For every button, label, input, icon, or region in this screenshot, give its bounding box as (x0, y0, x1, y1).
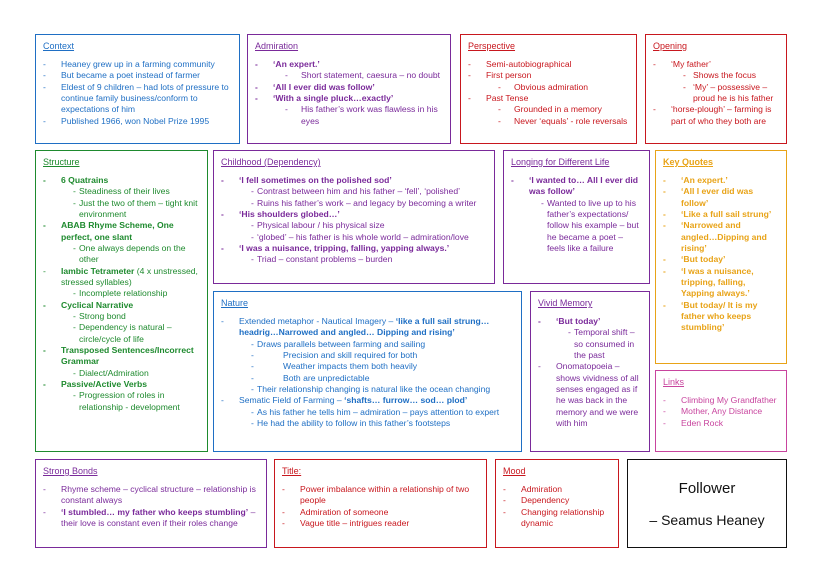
nature-note: - Their relationship changing is natural like the ocean changing (221, 384, 514, 395)
nature-item (221, 316, 514, 339)
key-quote: - ‘But today/ It is my father who keeps stumbling’ (663, 300, 779, 334)
mood-item: - Changing relationship dynamic (503, 507, 611, 530)
admiration-box (247, 34, 451, 144)
structure-note: - Steadiness of their lives (43, 186, 200, 197)
vivid-quote: - ‘But today’ (538, 316, 642, 327)
nature-text: Extended metaphor - Nautical Imagery – (239, 315, 396, 326)
nature-subnote (221, 373, 514, 384)
vivid-memory-heading: Vivid Memory (538, 298, 593, 308)
admiration-quote: - ‘All I ever did was follow’ (255, 82, 443, 93)
link-item: - Climbing My Grandfather (663, 395, 779, 406)
structure-note: - Progression of roles in relationship - development (43, 390, 200, 413)
mood-item: - Dependency (503, 495, 611, 506)
perspective-item: - Past Tense (468, 93, 629, 104)
longing-heading: Longing for Different Life (511, 157, 610, 167)
nature-text: Sematic Field of Farming – (239, 395, 345, 406)
perspective-heading: Perspective (468, 41, 516, 51)
structure-note: - Dependency is natural – circle/cycle of life (43, 322, 200, 345)
structure-term-detail: (4 x unstressed, stressed syllables) (61, 265, 198, 287)
opening-note: - ‘My’ – possessive – proud he is his father (653, 82, 779, 105)
childhood-note: - ‘globed’ – his father is his whole world – admiration/love (221, 232, 487, 243)
childhood-quote: - ‘I was a nuisance, tripping, falling, yapping always.’ (221, 243, 487, 254)
admiration-heading: Admiration (255, 41, 299, 51)
perspective-item: - First person (468, 70, 629, 81)
longing-quote: - ‘I wanted to… All I ever did was follow’ (511, 175, 642, 198)
key-quote: - ‘Narrowed and angled…Dipping and rising’ (663, 220, 779, 254)
longing-note: - Wanted to live up to his father’s expectations/ follow his example – but he became a poet – feels like a failure (511, 198, 642, 255)
title-analysis-item: - Power imbalance within a relationship of two people (282, 484, 479, 507)
structure-note: - Just the two of them – tight knit environment (43, 198, 200, 221)
structure-note: - Dialect/Admiration (43, 368, 200, 379)
structure-item: - 6 Quatrains (43, 175, 200, 186)
opening-note: - Shows the focus (653, 70, 779, 81)
key-quote: - ‘All I ever did was follow’ (663, 186, 779, 209)
structure-item: - Cyclical Narrative (43, 300, 200, 311)
key-quote: - ‘Like a full sail strung’ (663, 209, 779, 220)
childhood-quote: - ‘His shoulders globed…’ (221, 209, 487, 220)
strong-bonds-item (43, 507, 259, 530)
childhood-quote: - ‘I fell sometimes on the polished sod’ (221, 175, 487, 186)
structure-item: - ABAB Rhyme Scheme, One perfect, one slant (43, 220, 200, 243)
structure-item (43, 266, 200, 289)
nature-quote: ‘shafts… furrow… sod… plod’ (344, 395, 468, 406)
nature-note: - As his father he tells him – admiration – pays attention to expert (221, 407, 514, 418)
opening-heading: Opening (653, 41, 688, 51)
childhood-note: - Ruins his father’s work – and legacy by becoming a writer (221, 198, 487, 209)
key-quotes-box (655, 150, 787, 364)
childhood-note: - Physical labour / his physical size (221, 220, 487, 231)
context-item: - Published 1966, won Nobel Prize 1995 (43, 116, 232, 127)
structure-heading: Structure (43, 157, 80, 167)
opening-item: - ‘horse-plough’ – farming is part of who they both are (653, 104, 779, 127)
vivid-item: - Onomatopoeia – shows vividness of all senses engaged as if he was back in the memory and we were with him (538, 361, 642, 429)
admiration-note: - His father’s work was flawless in his eyes (255, 104, 443, 127)
mood-heading: Mood (503, 466, 526, 476)
admiration-quote: - ‘With a single pluck…exactly’ (255, 93, 443, 104)
vivid-memory-box (530, 291, 650, 452)
opening-item: - ‘My father’ (653, 59, 779, 70)
admiration-quote: - ‘An expert.’ (255, 59, 443, 70)
nature-subnote-text: Both are unpredictable (283, 372, 370, 383)
key-quote: - ‘I was a nuisance, tripping, falling, Yapping always.’ (663, 266, 779, 300)
structure-item: - Passive/Active Verbs (43, 379, 200, 390)
structure-item: - Transposed Sentences/Incorrect Grammar (43, 345, 200, 368)
structure-note: - Strong bond (43, 311, 200, 322)
structure-note: - Incomplete relationship (43, 288, 200, 299)
nature-subnote (221, 350, 514, 361)
childhood-box (213, 150, 495, 284)
nature-heading: Nature (221, 298, 249, 308)
strong-bonds-quote: ‘I stumbled… my father who keeps stumbling’ (61, 506, 249, 517)
links-heading: Links (663, 377, 685, 387)
strong-bonds-item: - Rhyme scheme – cyclical structure – relationship is constant always (43, 484, 259, 507)
link-item: - Mother, Any Distance (663, 406, 779, 417)
poem-author: – Seamus Heaney (649, 511, 765, 528)
context-item: - Heaney grew up in a farming community (43, 59, 232, 70)
title-analysis-box (274, 459, 487, 548)
context-item: - Eldest of 9 children – had lots of pressure to continue family business/conform to expectations of him (43, 82, 232, 116)
nature-note: - He had the ability to follow in this father’s footsteps (221, 418, 514, 429)
perspective-note: - Never ‘equals’ - role reversals (468, 116, 629, 127)
nature-item (221, 395, 514, 406)
perspective-box (460, 34, 637, 144)
structure-note: - One always depends on the other (43, 243, 200, 266)
context-heading: Context (43, 41, 75, 51)
key-quote: - ‘An expert.’ (663, 175, 779, 186)
poem-title: Follower (678, 479, 736, 497)
nature-note: - Draws parallels between farming and sailing (221, 339, 514, 350)
admiration-note: - Short statement, caesura – no doubt (255, 70, 443, 81)
nature-quote: ‘like a full sail strung… headrig…Narrowed and angled… Dipping and rising’ (239, 315, 490, 338)
mood-box (495, 459, 619, 548)
title-analysis-item: - Vague title – intrigues reader (282, 518, 479, 529)
strong-bonds-text: – their love is constant even if their roles change (61, 506, 256, 528)
strong-bonds-heading: Strong Bonds (43, 466, 98, 476)
childhood-heading: Childhood (Dependency) (221, 157, 321, 167)
key-quotes-heading: Key Quotes (663, 157, 714, 167)
mood-item: - Admiration (503, 484, 611, 495)
perspective-item: - Semi-autobiographical (468, 59, 629, 70)
nature-subnote (221, 361, 514, 372)
nature-box (213, 291, 522, 452)
key-quote: - ‘But today’ (663, 254, 779, 265)
nature-subnote-text: Precision and skill required for both (283, 349, 418, 360)
structure-box (35, 150, 208, 452)
vivid-note: - Temporal shift – so consumed in the past (538, 327, 642, 361)
strong-bonds-box (35, 459, 267, 548)
opening-box (645, 34, 787, 144)
link-item: - Eden Rock (663, 418, 779, 429)
childhood-note: - Contrast between him and his father – ‘fell’, ‘polished’ (221, 186, 487, 197)
links-box (655, 370, 787, 452)
structure-term: Iambic Tetrameter (61, 265, 135, 276)
context-item: - But became a poet instead of farmer (43, 70, 232, 81)
poem-title-box (627, 459, 787, 548)
childhood-note: - Triad – constant problems – burden (221, 254, 487, 265)
perspective-note: - Grounded in a memory (468, 104, 629, 115)
title-analysis-item: - Admiration of someone (282, 507, 479, 518)
nature-subnote-text: Weather impacts them both heavily (283, 361, 418, 372)
perspective-note: - Obvious admiration (468, 82, 629, 93)
longing-box (503, 150, 650, 284)
context-box (35, 34, 240, 144)
title-analysis-heading: Title: (282, 466, 302, 476)
